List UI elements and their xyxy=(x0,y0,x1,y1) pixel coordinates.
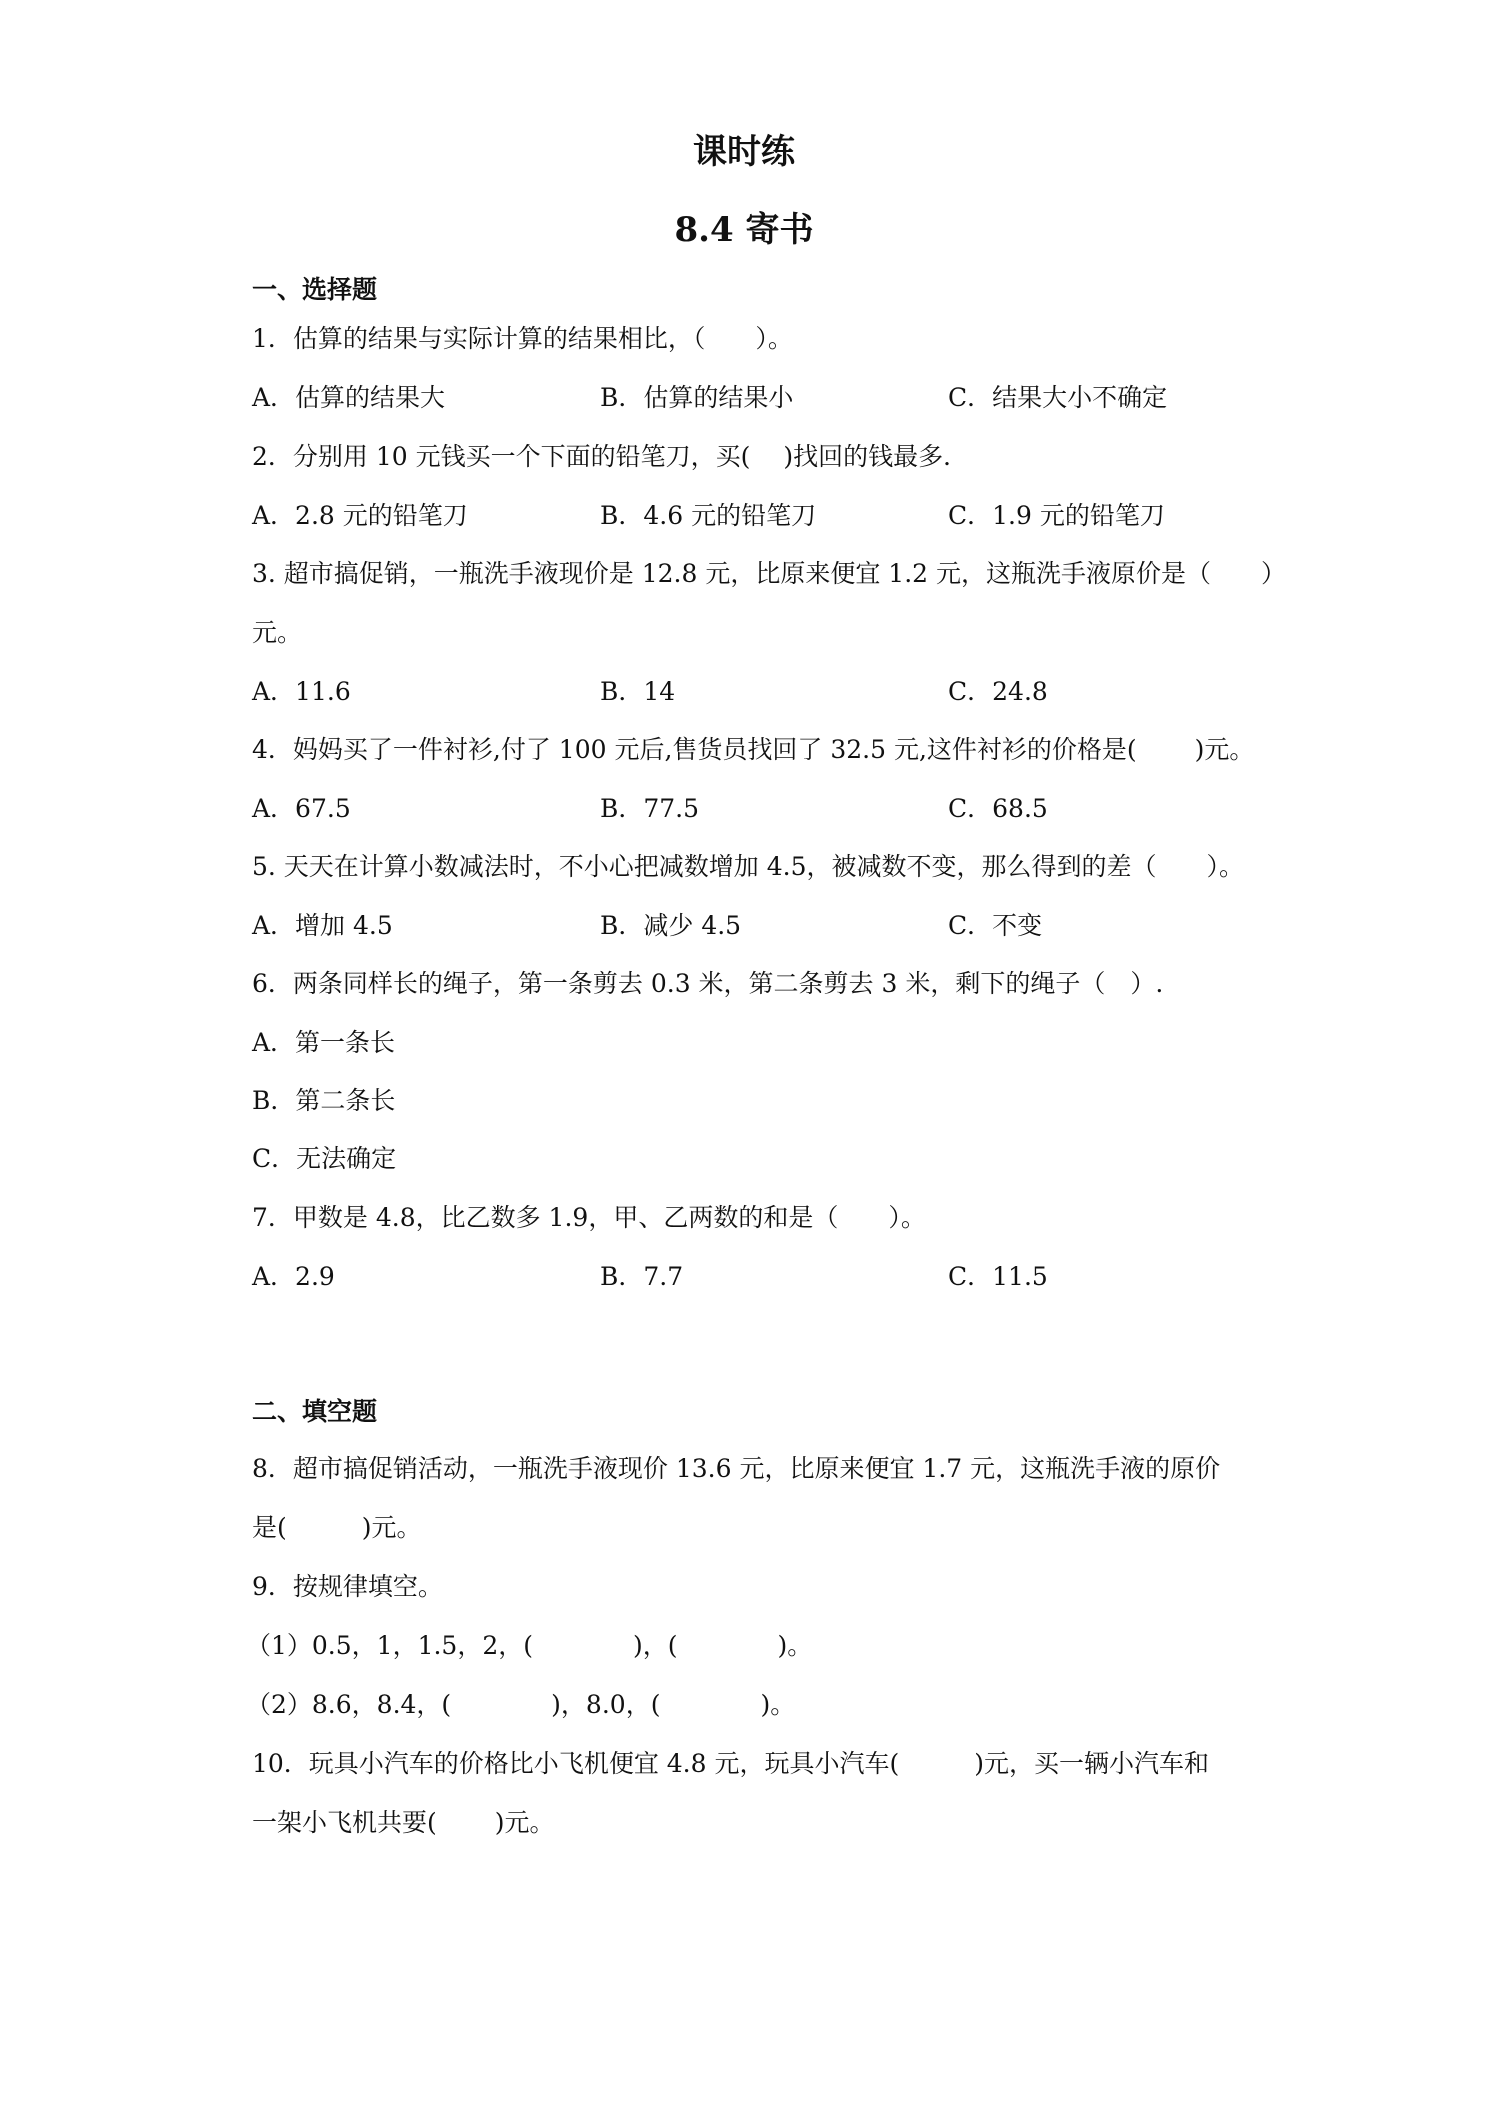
question-9: 9．按规律填空。 xyxy=(252,1572,443,1601)
q3-option-b: B．14 xyxy=(600,677,676,706)
q6-option-b: B．第二条长 xyxy=(252,1086,396,1115)
q5-option-b: B．减少 4.5 xyxy=(600,911,742,940)
q3-option-a: A．11.6 xyxy=(252,677,351,706)
q1-option-c: C．结果大小不确定 xyxy=(948,383,1168,412)
q1-option-a: A．估算的结果大 xyxy=(252,383,446,412)
q2-option-a: A．2.8 元的铅笔刀 xyxy=(252,501,468,530)
q7-option-a: A．2.9 xyxy=(252,1262,335,1291)
q1-option-b: B．估算的结果小 xyxy=(600,383,794,412)
question-9-part-2: （2）8.6，8.4，( )，8.0，( )。 xyxy=(246,1690,796,1719)
question-10: 10．玩具小汽车的价格比小飞机便宜 4.8 元，玩具小汽车( )元，买一辆小汽车和 xyxy=(252,1749,1209,1778)
question-5: 5. 天天在计算小数减法时，不小心把减数增加 4.5，被减数不变，那么得到的差（ ）。 xyxy=(252,852,1245,881)
question-7: 7．甲数是 4.8，比乙数多 1.9，甲、乙两数的和是（ ）。 xyxy=(252,1203,926,1232)
q6-option-a: A．第一条长 xyxy=(252,1028,396,1057)
section-heading-choice: 一、选择题 xyxy=(252,275,378,304)
q4-option-a: A．67.5 xyxy=(252,794,351,823)
q7-option-b: B．7.7 xyxy=(600,1262,684,1291)
question-3: 3. 超市搞促销，一瓶洗手液现价是 12.8 元，比原来便宜 1.2 元，这瓶洗手液原价是（ ） xyxy=(252,559,1287,588)
section-heading-fill: 二、填空题 xyxy=(252,1397,378,1426)
question-9-part-1: （1）0.5，1，1.5，2，( )，( )。 xyxy=(246,1631,813,1660)
q7-option-c: C．11.5 xyxy=(948,1262,1048,1291)
question-3-continued: 元。 xyxy=(252,618,303,647)
page-title: 课时练 xyxy=(693,132,795,172)
question-8: 8．超市搞促销活动，一瓶洗手液现价 13.6 元，比原来便宜 1.7 元，这瓶洗手液的原价 xyxy=(252,1454,1221,1483)
q2-option-c: C．1.9 元的铅笔刀 xyxy=(948,501,1165,530)
q6-option-c: C．无法确定 xyxy=(252,1144,397,1173)
q5-option-a: A．增加 4.5 xyxy=(252,911,393,940)
question-8-continued: 是( )元。 xyxy=(252,1513,422,1542)
question-2: 2．分别用 10 元钱买一个下面的铅笔刀，买( )找回的钱最多． xyxy=(252,442,969,471)
q4-option-c: C．68.5 xyxy=(948,794,1048,823)
question-10-continued: 一架小飞机共要( )元。 xyxy=(252,1808,555,1837)
question-6: 6．两条同样长的绳子，第一条剪去 0.3 米，第二条剪去 3 米，剩下的绳子（ ）. xyxy=(252,969,1164,998)
question-4: 4．妈妈买了一件衬衫,付了 100 元后,售货员找回了 32.5 元,这件衬衫的价格是( )元。 xyxy=(252,735,1255,764)
lesson-title: 8.4 寄书 xyxy=(674,210,814,250)
q2-option-b: B．4.6 元的铅笔刀 xyxy=(600,501,817,530)
q5-option-c: C．不变 xyxy=(948,911,1043,940)
q3-option-c: C．24.8 xyxy=(948,677,1048,706)
q4-option-b: B．77.5 xyxy=(600,794,700,823)
question-1: 1．估算的结果与实际计算的结果相比，（ ）。 xyxy=(252,324,793,353)
